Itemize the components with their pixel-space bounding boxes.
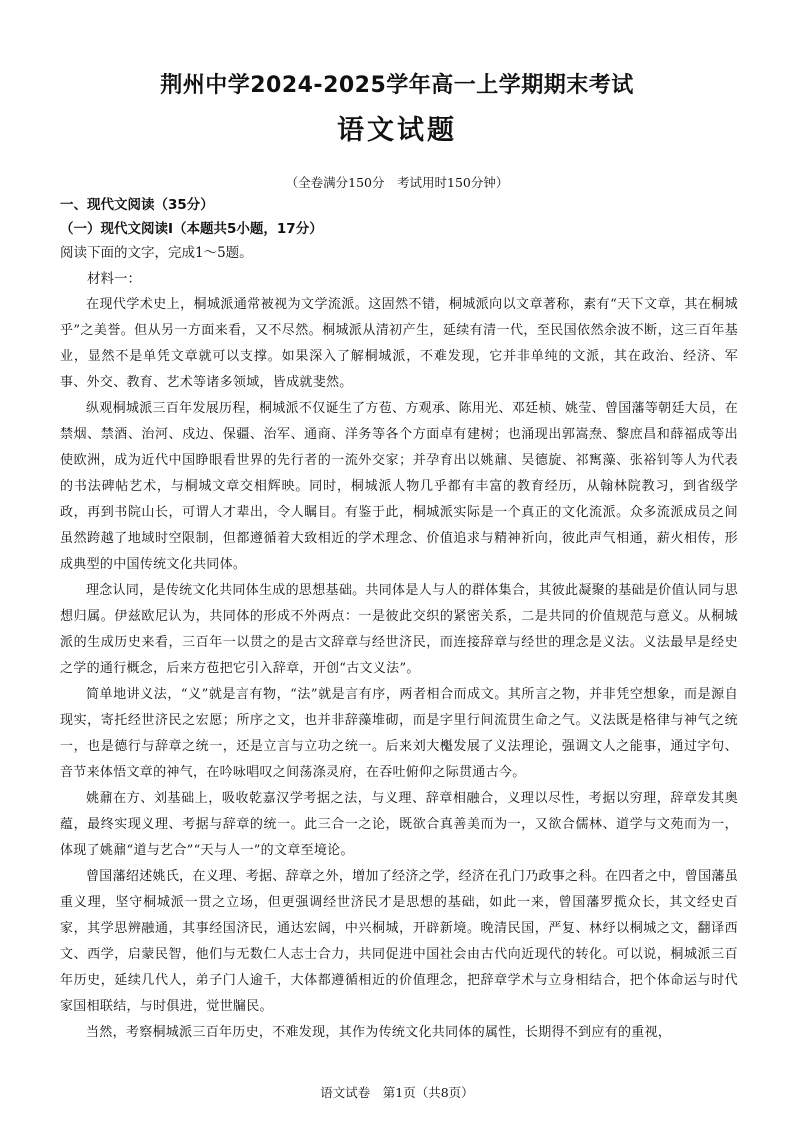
paragraph: 姚鼐在方、刘基础上，吸收乾嘉汉学考据之法，与义理、辞章相融合，义理以尽性，考据以穷理，辞章发其奥蕴，最终实现义理、考据与辞章的统一。此三合一之论，既欲合真善美而为一，又欲合儒林、道学与文苑而为一，体现了姚鼐“道与艺合”“天与人一”的文章至境论。 (60, 791, 738, 858)
paragraph: 简单地讲义法，“义”就是言有物，“法”就是言有序，两者相合而成文。其所言之物，并非凭空想象，而是源自现实，寄托经世济民之宏愿；所序之文，也并非辞藻堆砌，而是字里行间流贯生命之气。义法既是格律与神气之统一，也是德行与辞章之统一，还是立言与立功之统一。后来刘大櫆发展了义法理论，强调文人之能事，通过字句、音节来体悟文章的神气，在吟咏唱叹之间荡涤灵府，在吞吐俯仰之际贯通古今。 (60, 687, 738, 780)
paragraph: 理念认同，是传统文化共同体生成的思想基础。共同体是人与人的群体集合，其彼此凝聚的基础是价值认同与思想归属。伊兹欧尼认为，共同体的形成不外两点：一是彼此交织的紧密关系，二是共同的价值规范与意义。从桐城派的生成历史来看，三百年一以贯之的是古文辞章与经世济民，而连接辞章与经世的理念是义法。义法最早是经史之学的通行概念，后来方苞把它引入辞章，开创“古文义法”。 (60, 583, 738, 676)
paragraph: 曾国藩绍述姚氏，在义理、考据、辞章之外，增加了经济之学，经济在孔门乃政事之科。在四者之中，曾国藩虽重义理，坚守桐城派一贯之立场，但更强调经世济民才是思想的基础，如此一来，曾国藩罗揽众长，其文经史百家，其学思辨融通，其事经国济民，通达宏阔，中兴桐城，开辟新境。晚清民国，严复、林纾以桐城之文，翻译西文、西学，启蒙民智，他们与无数仁人志士合力，共同促进中国社会由古代向近现代的转化。可以说，桐城派三百年历史，延续几代人，弟子门人逾千，大体都遵循相近的价值理念，把辞章学术与立身相结合，把个体命运与时代家国相联结，与时俱进，觉世牖民。 (60, 869, 738, 1014)
reading-instruction: 阅读下面的文字，完成1～5题。 (60, 245, 253, 261)
subsection-heading: （一）现代文阅读Ⅰ（本题共5小题，17分） (60, 221, 323, 237)
material-label: 材料一： (87, 271, 141, 287)
paragraph: 在现代学术史上，桐城派通常被视为文学流派。这固然不错，桐城派向以文章著称，素有“天下文章，其在桐城乎”之美誉。但从另一方面来看，又不尽然。桐城派从清初产生，延续有清一代，至民国依然余波不断，这三百年基业，显然不是单凭文章就可以支撑。如果深入了解桐城派，不难发现，它并非单纯的文派，其在政治、经济、军事、外交、教育、艺术等诸多领域，皆成就斐然。 (60, 297, 738, 390)
paragraph: 纵观桐城派三百年发展历程，桐城派不仅诞生了方苞、方观承、陈用光、邓廷桢、姚莹、曾国藩等朝廷大员，在禁烟、禁酒、治河、戍边、保疆、治军、通商、洋务等各个方面卓有建树；也涌现出郭嵩焘、黎庶昌和薛福成等出使欧洲，成为近代中国睁眼看世界的先行者的一流外交家；并孕育出以姚鼐、吴德旋、祁寯藻、张裕钊等人为代表的书法碑帖艺术，与桐城文章交相辉映。同时，桐城派人物几乎都有丰富的教育经历，从翰林院教习，到省级学政，再到书院山长，可谓人才辈出，令人瞩目。有鉴于此，桐城派实际是一个真正的文化流派。众多流派成员之间虽然跨越了地域时空限制，但都遵循着大致相近的学术理念、价值追求与精神祈向，彼此声气相通，薪火相传，形成典型的中国传统文化共同体。 (60, 401, 738, 572)
exam-content (60, 192, 738, 1046)
exam-title: 荆州中学2024-2025学年高一上学期期末考试 (160, 73, 634, 98)
section-heading: 一、现代文阅读（35分） (60, 197, 214, 213)
score-info: （全卷满分150分 考试用时150分钟） (285, 175, 509, 190)
subject-title: 语文试题 (337, 115, 457, 146)
paragraph: 当然，考察桐城派三百年历史，不难发现，其作为传统文化共同体的属性，长期得不到应有的重视， (86, 1025, 672, 1040)
page-footer: 语文试卷 第1页（共8页） (320, 1085, 474, 1100)
